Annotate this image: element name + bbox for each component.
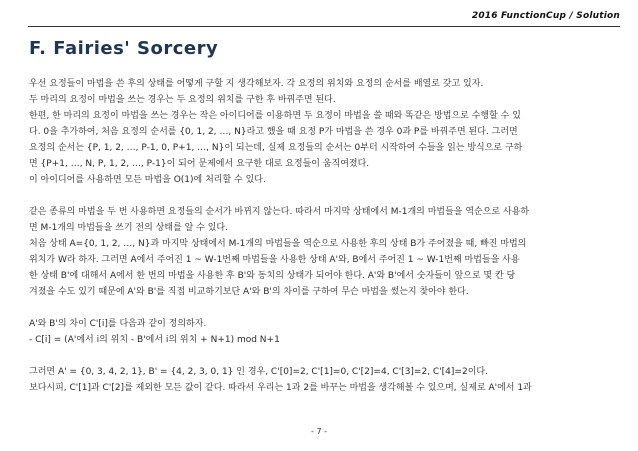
paragraph-gap: [29, 300, 618, 316]
paragraph-reverse-magic: [29, 204, 618, 300]
body-line: 처음 상태 A={0, 1, 2, …, N}과 마지막 상태에서 M-1개의 마법들을 역순으로 사용한 후의 상태 B가 주어졌을 때, 빠진 마법의: [29, 239, 527, 249]
body-line: 두 마리의 요정이 마법을 쓰는 경우는 두 요정의 위치를 구한 후 바꿔주면 된다.: [29, 95, 336, 105]
page-number: - 7 -: [311, 427, 327, 436]
body-line: 한 상태 B'에 대해서 A에서 한 번의 마법을 사용한 후 B'와 동치의 상태가 되어야 한다. A'와 B'에서 숫자들이 앞으로 몇 칸 당: [29, 271, 516, 281]
paragraph-gap: [29, 348, 618, 364]
page-title: F. Fairies' Sorcery: [29, 38, 219, 59]
body-line: 면 M-1개의 마법들을 쓰기 전의 상태를 알 수 있다.: [29, 223, 228, 233]
body-line: 다. 0을 추가하여, 처음 요정의 순서를 {0, 1, 2, …, N}라고 했을 때 요정 P가 마법을 쓴 경우 0과 P를 바꿔주면 된다. 그러면: [29, 127, 518, 137]
document-header-label: 2016 FunctionCup / Solution: [471, 11, 620, 21]
body-line: 우선 요정들이 마법을 쓴 후의 상태를 어떻게 구할 지 생각해보자. 각 요정의 위치와 요정의 순서를 배열로 갖고 있자.: [29, 79, 484, 89]
body-line: 요정의 순서는 {P, 1, 2, …, P-1, 0, P+1, …, N}이 되는데, 실제 요정들의 순서는 0부터 시작하여 수들을 읽는 방식으로 구하: [29, 143, 523, 153]
body-line: 같은 종류의 마법을 두 번 사용하면 요정들의 순서가 바뀌지 않는다. 따라서 마지막 상태에서 M-1개의 마법들을 역순으로 사용하: [29, 207, 530, 217]
header-divider: [28, 26, 620, 27]
paragraph-solution-idea: [29, 76, 618, 188]
body-line: 보다시피, C'[1]과 C'[2]를 제외한 모든 값이 같다. 따라서 우리는 1과 2를 바꾸는 마법을 생각해볼 수 있으며, 실제로 A'에서 1과: [29, 383, 532, 393]
body-line: 그러면 A' = {0, 3, 4, 2, 1}, B' = {4, 2, 3, 0, 1} 인 경우, C'[0]=2, C'[1]=0, C'[2]=4, C'[3]=2, C'[4]=2이다.: [29, 367, 488, 377]
formula-line: - C[i] = (A'에서 i의 위치 - B'에서 i의 위치 + N+1) mod N+1: [29, 335, 280, 345]
body-line: A'와 B'의 차이 C'[i]를 다음과 같이 정의하자.: [29, 319, 207, 329]
paragraph-example: [29, 364, 618, 396]
body-line: 이 아이디어를 사용하면 모든 마법을 O(1)에 처리할 수 있다.: [29, 175, 266, 185]
document-body: [29, 76, 618, 396]
paragraph-gap: [29, 188, 618, 204]
body-line: 면 {P+1, …, N, P, 1, 2, …, P-1}이 되어 문제에서 요구한 대로 요정들이 움직여졌다.: [29, 159, 370, 169]
body-line: 겨졌을 수도 있기 때문에 A'와 B'를 직접 비교하기보단 A'와 B'의 차이를 구하여 무슨 마법을 썼는지 찾아야 한다.: [29, 287, 469, 297]
body-line: 위치가 W라 하자. 그러면 A에서 주어진 1 ~ W-1번째 마법들을 사용한 상태 A'와, B에서 주어진 1 ~ W-1번째 마법들을 사용: [29, 255, 520, 265]
body-line: 한편, 한 마리의 요정이 마법을 쓰는 경우는 작은 아이디어를 이용하면 두 요정이 마법을 쓸 때와 똑같은 방법으로 수행할 수 있: [29, 111, 521, 121]
paragraph-difference-definition: [29, 316, 618, 348]
